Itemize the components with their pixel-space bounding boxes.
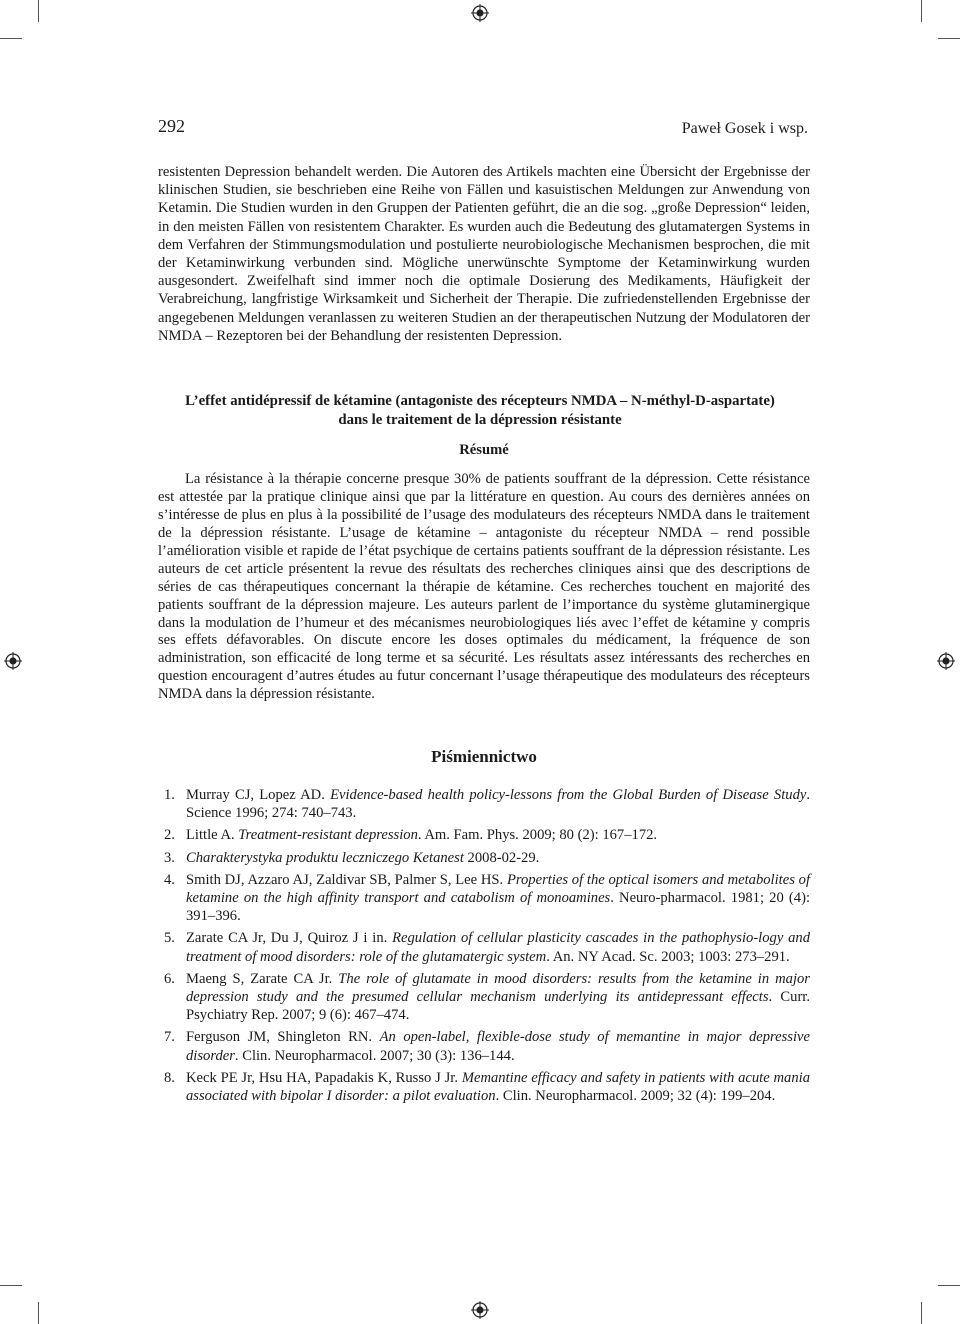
reference-number: 8. [164, 1069, 175, 1086]
reference-authors: Maeng S, Zarate CA Jr. [186, 970, 339, 987]
reference-item [164, 1069, 810, 1105]
reference-item [164, 970, 810, 1025]
reference-number: 4. [164, 871, 175, 888]
reference-item [164, 929, 810, 965]
registration-mark-icon [937, 652, 955, 670]
references-heading: Piśmiennictwo [431, 747, 537, 766]
reference-title: Treatment-resistant depression [238, 827, 418, 844]
registration-mark-icon [471, 4, 489, 22]
reference-item [164, 786, 810, 822]
resume-heading: Résumé [459, 442, 509, 458]
reference-item [164, 1028, 810, 1064]
page-number: 292 [158, 116, 185, 136]
reference-authors: Murray CJ, Lopez AD. [186, 787, 331, 803]
crop-mark [0, 1285, 22, 1286]
crop-mark [0, 38, 22, 39]
reference-authors: Zarate CA Jr, Du J, Quiroz J i in. [186, 930, 393, 947]
reference-authors: Little A. [186, 827, 239, 844]
crop-mark [38, 1302, 39, 1324]
running-author: Paweł Gosek i wsp. [681, 120, 808, 137]
reference-source: 2008-02-29. [463, 849, 540, 866]
reference-number: 1. [164, 787, 175, 803]
reference-number: 5. [164, 930, 175, 947]
crop-mark [38, 0, 39, 22]
reference-source: . An. NY Acad. Sc. 2003; 1003: 273–291. [546, 948, 790, 965]
reference-authors: Keck PE Jr, Hsu HA, Papadakis K, Russo J Jr. [186, 1069, 462, 1086]
reference-source: . Neuro-pharmacol. 1981; 20 (4): 391–396. [186, 890, 810, 925]
reference-number: 3. [164, 849, 175, 866]
reference-title: The role of glutamate in mood disorders: results from the ketamine in major depression study and the presumed cellular mechanism underlying its antidepressant effects [186, 970, 810, 1006]
french-title-line: L’effet antidépressif de kétamine (antagoniste des récepteurs NMDA – N-méthyl-D-aspartate) [185, 393, 775, 409]
crop-mark [938, 38, 960, 39]
reference-number: 2. [164, 827, 175, 844]
crop-mark [938, 1285, 960, 1286]
reference-title: Regulation of cellular plasticity cascades in the pathophysio-logy and treatment of mood disorders: role of the glutamatergic system [186, 930, 811, 965]
resume-paragraph: La résistance à la thérapie concerne presque 30% de patients souffrant de la dépression. Cette résistance est attestée par la pratique clinique ainsi que par la littérature en question. Au cours des dernières années on s’intéresse de plus en plus à la possibilité de l’usage des modulateurs des récepteurs NMDA dans le traitement de la dépression résistante. L’usage de kétamine – antagoniste du récepteur NMDA – rend possible l’amélioration visible et rapide de l’état psychique de certains patients souffrant de la dépression résistante. Les auteurs de cet article présentent la revue des résultats des recherches cliniques ainsi que des descriptions de séries de cas thérapeutiques concernant la thérapie de kétamine. Ces recherches touchent en majorité des patients souffrant de la dépression majeure. Les auteurs parlent de l’importance du système glutaminergique dans la modulation de l’humeur et des mécanismes neurobiologiques liés avec l’effet de kétamine y compris ses effets défavorables. On discute encore les doses optimales du médicament, la fréquence de son administration, son efficacité de long terme et sa sécurité. Les résultats assez intéressants des recherches en question encouragent d’autres études au futur concernant l’usage thérapeutique des modulateurs des récepteurs NMDA dans la dépression résistante. [158, 471, 810, 703]
registration-mark-icon [4, 652, 22, 670]
references-list [164, 786, 810, 1109]
registration-mark-icon [471, 1301, 489, 1319]
reference-item [164, 826, 810, 844]
reference-source: . Science 1996; 274: 740–743. [186, 787, 810, 822]
running-header [158, 116, 808, 140]
reference-source: . Am. Fam. Phys. 2009; 80 (2): 167–172. [417, 827, 658, 844]
crop-mark [921, 1302, 922, 1324]
french-title-line: dans le traitement de la dépression résistante [338, 411, 622, 428]
reference-number: 6. [164, 970, 175, 987]
reference-title: Evidence-based health policy-lessons from the Global Burden of Disease Study [330, 787, 807, 803]
crop-mark [921, 0, 922, 22]
reference-item [164, 849, 810, 867]
reference-item [164, 871, 810, 926]
reference-title: Charakterystyka produktu leczniczego Ketanest [186, 849, 464, 866]
reference-authors: Ferguson JM, Shingleton RN. [186, 1029, 380, 1046]
reference-title: Memantine efficacy and safety in patients with acute mania associated with bipolar I disorder: a pilot evaluation [186, 1069, 811, 1105]
reference-authors: Smith DJ, Azzaro AJ, Zaldivar SB, Palmer S, Lee HS. [186, 871, 507, 888]
reference-title: An open-label, flexible-dose study of memantine in major depressive disorder [186, 1029, 810, 1064]
reference-number: 7. [164, 1029, 175, 1046]
reference-title: Properties of the optical isomers and metabolites of ketamine on the high affinity transport and catabolism of monoamines [186, 871, 810, 907]
reference-source: . Curr. Psychiatry Rep. 2007; 9 (6): 467–474. [186, 989, 811, 1024]
german-summary-paragraph: resistenten Depression behandelt werden. Die Autoren des Artikels machten eine Übersicht der Ergebnisse der klinischen Studien, sie beschrieben eine Reihe von Fällen und kasuistischen Meldungen zur Anwendung von Ketamin. Die Studien wurden in den Gruppen der Patienten geführt, die an die sog. „große Depression“ leiden, in den meisten Fällen von resistentem Charakter. Es wurden auch die Bedeutung des glutamatergen Systems in dem Verfahren der Stimmungsmodulation und postulierte neurobiologische Mechanismen besprochen, die mit der Ketaminwirkung verbunden sind. Mögliche unerwünschte Symptome der Ketaminwirkung wurden ausgesondert. Zweifelhaft sind immer noch die optimale Dosierung des Medikaments, Häufigkeit der Verabreichung, langfristige Wirksamkeit und Sicherheit der Therapie. Die zufriedenstellenden Ergebnisse der angegebenen Meldungen veranlassen zu weiteren Studien an der therapeutischen Nutzung der Modulatoren der NMDA – Rezeptoren bei der Behandlung der resistenten Depression. [158, 164, 810, 344]
reference-source: . Clin. Neuropharmacol. 2009; 32 (4): 199–204. [495, 1088, 776, 1105]
french-title [130, 392, 830, 429]
reference-source: . Clin. Neuropharmacol. 2007; 30 (3): 136–144. [234, 1047, 515, 1064]
